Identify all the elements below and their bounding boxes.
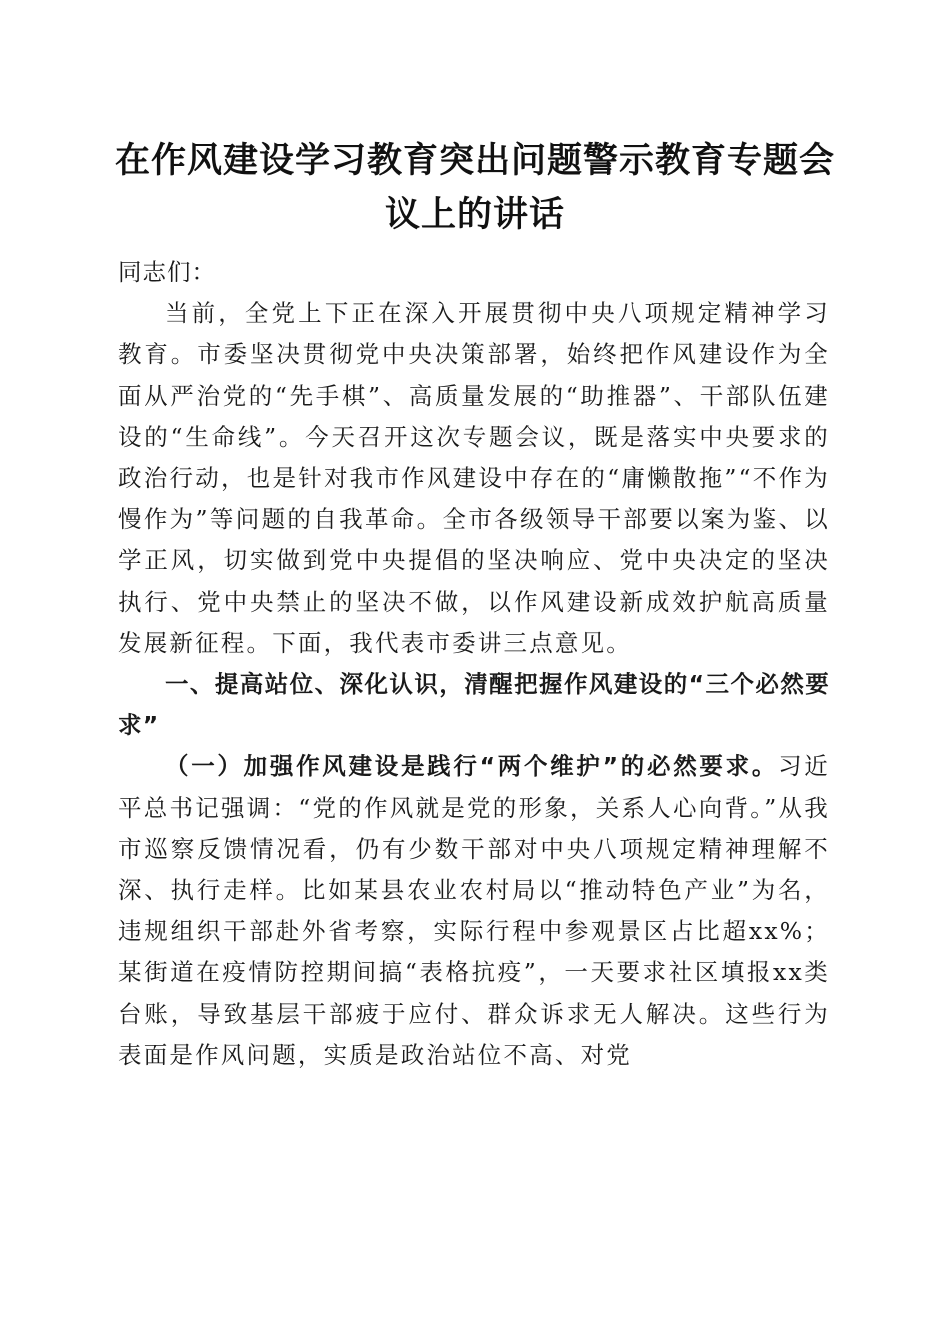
intro-paragraph: 当前，全党上下正在深入开展贯彻中央八项规定精神学习教育。市委坚决贯彻党中央决策部署，始终把作风建设作为全面从严治党的“先手棋”、高质量发展的“助推器”、干部队伍建设的“生命线”。今天召开这次专题会议，既是落实中央要求的政治行动，也是针对我市作风建设中存在的“庸懒散拖”“不作为慢作为”等问题的自我革命。全市各级领导干部要以案为鉴、以学正风，切实做到党中央提倡的坚决响应、党中央决定的坚决执行、党中央禁止的坚决不做，以作风建设新成效护航高质量发展新征程。下面，我代表市委讲三点意见。	[118, 299, 830, 657]
salutation: 同志们：	[118, 258, 216, 286]
section-heading-1: 一、提高站位、深化认识，清醒把握作风建设的“三个必然要求”	[118, 670, 830, 740]
subsection-paragraph-1	[118, 746, 830, 1076]
subsection-heading-1: （一）加强作风建设是践行“两个维护”的必然要求。	[165, 752, 779, 781]
document-body	[118, 252, 830, 1076]
subsection-text-1: 习近平总书记强调：“党的作风就是党的形象，关系人心向背。”从我市巡察反馈情况看，仍有少数干部对中央八项规定精神理解不深、执行走样。比如某县农业农村局以“推动特色产业”为名，违规组织干部赴外省考察，实际行程中参观景区占比超xx%；某街道在疫情防控期间搞“表格抗疫”，一天要求社区填报xx类台账，导致基层干部疲于应付、群众诉求无人解决。这些行为表面是作风问题，实质是政治站位不高、对党	[118, 752, 830, 1069]
document-title: 在作风建设学习教育突出问题警示教育专题会议上的讲话	[114, 140, 835, 235]
